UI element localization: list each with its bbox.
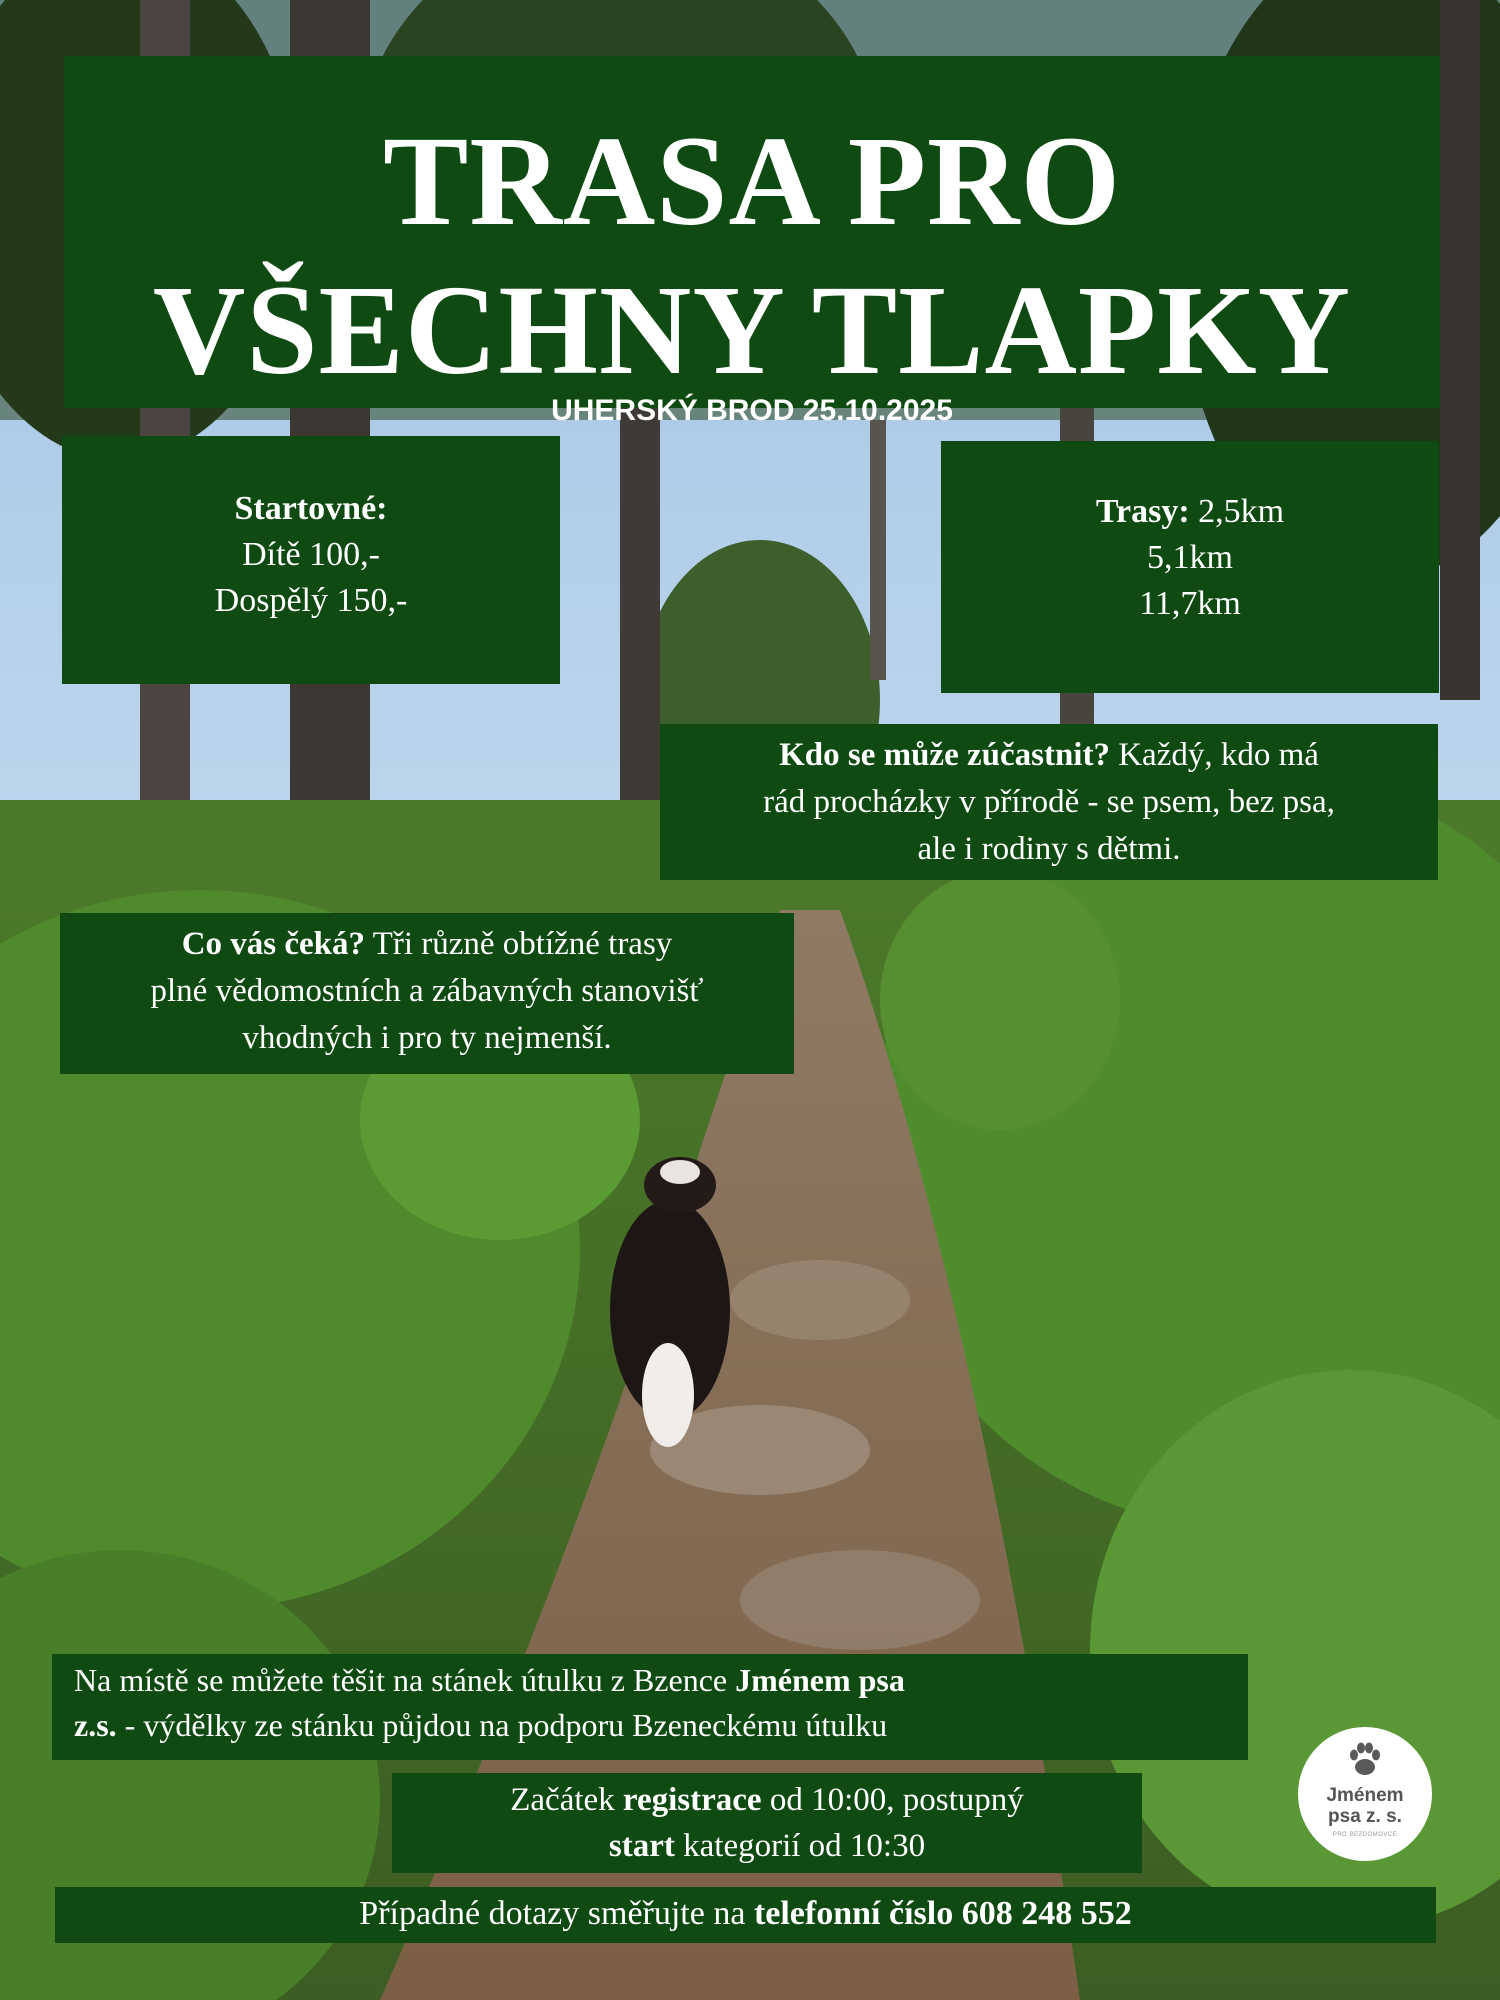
fee-adult: Dospělý 150,- bbox=[214, 582, 408, 619]
routes-heading: Trasy: bbox=[1095, 493, 1190, 530]
shelter-logo bbox=[1298, 1727, 1432, 1861]
contact-phone-box bbox=[55, 1887, 1436, 1943]
poster-title-line1: TRASA PRO bbox=[383, 110, 1121, 252]
shelter-stand-box bbox=[52, 1654, 1248, 1760]
registration-box bbox=[392, 1773, 1142, 1873]
contact-phone: telefonní číslo 608 248 552 bbox=[753, 1895, 1132, 1932]
contact-text: Případné dotazy směřujte na bbox=[359, 1895, 746, 1932]
what-question: Co vás čeká? bbox=[181, 926, 366, 962]
paw-icon bbox=[1346, 1741, 1384, 1779]
stand-text-1: Na místě se můžete těšit na stánek útulku z Bzence bbox=[74, 1662, 728, 1698]
fee-heading: Startovné: bbox=[234, 490, 388, 527]
event-place-date: UHERSKÝ BROD 25.10.2025 bbox=[551, 394, 953, 427]
stand-org-1: Jménem psa bbox=[735, 1662, 905, 1698]
logo-line1: Jménem bbox=[1326, 1785, 1404, 1806]
title-banner bbox=[64, 56, 1440, 427]
who-answer-2: rád procházky v přírodě - se psem, bez psa, bbox=[763, 784, 1335, 820]
what-answer-3: vhodných i pro ty nejmenší. bbox=[242, 1020, 612, 1056]
route-3: 11,7km bbox=[1139, 585, 1241, 622]
logo-line2: psa z. s. bbox=[1328, 1806, 1402, 1827]
reg-text-2: od 10:00, postupný bbox=[769, 1782, 1024, 1818]
reg-bold-2: start bbox=[608, 1828, 675, 1864]
who-question: Kdo se může zúčastnit? bbox=[779, 737, 1110, 773]
reg-text-3: kategorií od 10:30 bbox=[683, 1828, 926, 1864]
who-can-join-box bbox=[660, 724, 1438, 880]
logo-tagline: PRO BEZDOMOVCE bbox=[1332, 1832, 1398, 1838]
fee-child: Dítě 100,- bbox=[242, 536, 380, 573]
stand-org-2: z.s. bbox=[74, 1707, 117, 1743]
what-awaits-box bbox=[60, 913, 794, 1074]
reg-bold-1: registrace bbox=[622, 1782, 762, 1818]
what-answer-2: plné vědomostních a zábavných stanovišť bbox=[150, 973, 704, 1009]
route-1: 2,5km bbox=[1198, 493, 1285, 530]
entry-fee-box bbox=[62, 436, 560, 684]
reg-text-1: Začátek bbox=[510, 1782, 615, 1818]
who-answer-1: Každý, kdo má bbox=[1118, 737, 1319, 773]
routes-box bbox=[941, 441, 1439, 693]
what-answer-1: Tři různě obtížné trasy bbox=[372, 926, 673, 962]
who-answer-3: ale i rodiny s dětmi. bbox=[917, 831, 1181, 867]
stand-text-2: - výdělky ze stánku půjdou na podporu Bzeneckému útulku bbox=[124, 1707, 888, 1743]
poster-title-line2: VŠECHNY TLAPKY bbox=[152, 259, 1352, 401]
route-2: 5,1km bbox=[1147, 539, 1233, 576]
